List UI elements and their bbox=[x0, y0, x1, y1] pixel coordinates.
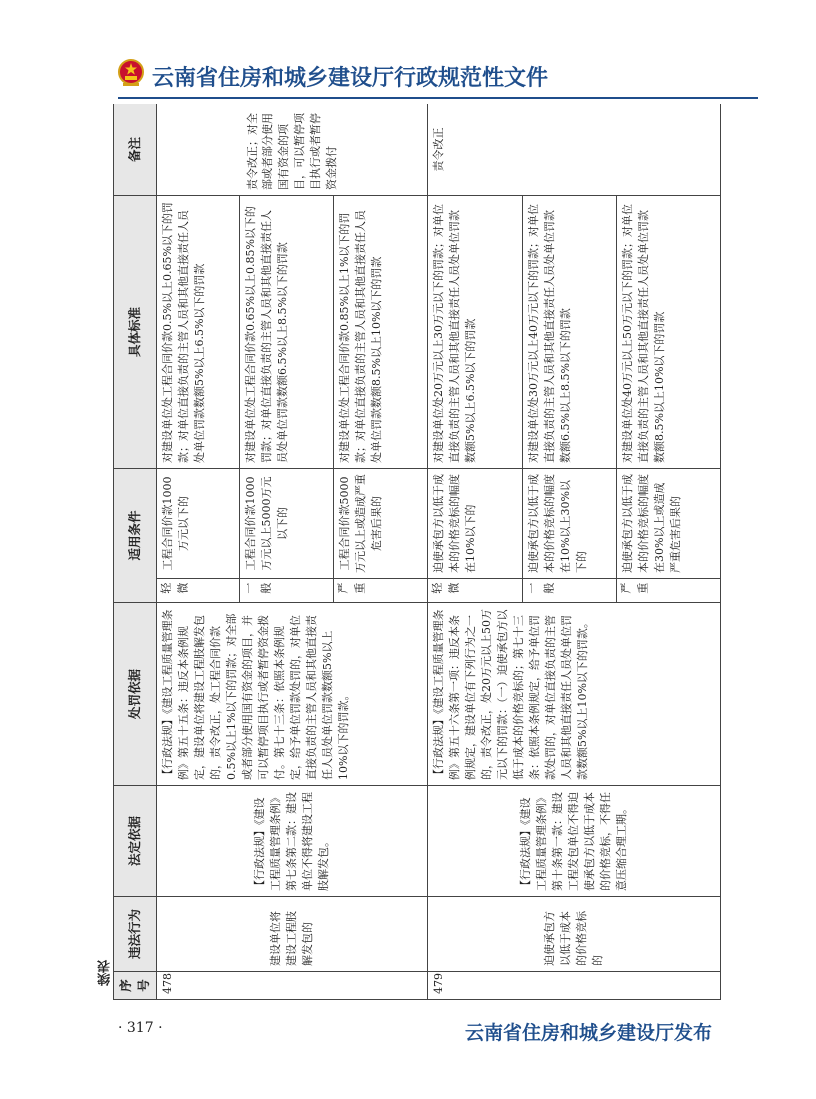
seq-cell: 479 bbox=[428, 972, 721, 1000]
header-title: 云南省住房和城乡建设厅行政规范性文件 bbox=[152, 66, 549, 91]
col-header-act: 违法行为 bbox=[114, 897, 157, 972]
remark-cell: 责令改正；对全部或者部分使用国有资金的项目，可以暂停项目执行或者暂停资金拨付 bbox=[157, 104, 428, 195]
col-header-condition: 适用条件 bbox=[114, 468, 157, 602]
col-header-seq: 序号 bbox=[114, 972, 157, 1000]
condition-cell: 工程合同价款1000万元以上5000万元以下的 bbox=[239, 468, 333, 578]
standard-cell: 对建设单位处工程合同价款0.5%以上0.65%以下的罚款；对单位直接负责的主管人员和其他直接责任人员处单位罚款数额5%以上6.5%以下的罚款 bbox=[157, 195, 240, 468]
condition-cell: 迫使承包方以低于成本的价格竞标的幅度在10%以下的 bbox=[428, 468, 522, 578]
national-emblem-icon bbox=[118, 59, 144, 87]
penalty-basis-cell: 【行政法规】《建设工程质量管理条例》第五十五条：违反本条例规定，建设单位将建设工程肢解发包的，责令改正，处工程合同价款0.5%以上1%以下的罚款；对全部或者部分使用国有资金的项目，并可以暂停项目执行或者暂停资金拨付。第七十三条：依照本条例规定，给予单位罚款处罚的，对单位直接负责的主管人员和其他直接责任人员处单位罚款数额5%以上10%以下的罚款。 bbox=[157, 603, 428, 786]
col-header-legal-basis: 法定依据 bbox=[114, 786, 157, 897]
standard-cell: 对建设单位处工程合同价款0.85%以上1%以下的罚款；对单位直接负责的主管人员和其他直接责任人员处单位罚款数额8.5%以上10%以下的罚款 bbox=[334, 195, 428, 468]
col-header-penalty-basis: 处罚依据 bbox=[114, 603, 157, 786]
act-cell: 建设单位将建设工程肢解发包的 bbox=[157, 897, 428, 972]
standard-cell: 对建设单位处工程合同价款0.65%以上0.85%以下的罚款；对单位直接负责的主管人员和其他直接责任人员处单位罚款数额6.5%以上8.5%以下的罚款 bbox=[239, 195, 333, 468]
standard-cell: 对建设单位处30万元以上40万元以下的罚款；对单位直接负责的主管人员和其他直接责任人员处单位罚款数额6.5%以上8.5%以下的罚款 bbox=[522, 195, 616, 468]
penalty-basis-cell: 【行政法规】《建设工程质量管理条例》第五十六条第一项：违反本条例规定，建设单位有下列行为之一的，责令改正，处20万元以上50万元以下的罚款：（一）迫使承包方以低于成本的价格竞标的；第七十三条：依照本条例规定，给予单位罚款处罚的，对单位直接负责的主管人员和其他直接责任人员处单位罚款数额5%以上10%以下的罚款。 bbox=[428, 603, 721, 786]
condition-cell: 迫使承包方以低于成本的价格竞标的幅度在10%以上30%以下的 bbox=[522, 468, 616, 578]
remark-cell: 责令改正 bbox=[428, 104, 721, 195]
condition-cell: 工程合同价款5000万元以上或造成严重危害后果的 bbox=[334, 468, 428, 578]
seq-cell: 478 bbox=[157, 972, 428, 1000]
level-cell: 严重 bbox=[617, 579, 721, 603]
table-row bbox=[428, 104, 522, 1000]
table-caption: 续表 bbox=[98, 960, 113, 986]
condition-cell: 迫使承包方以低于成本的价格竞标的幅度在30%以上或造成严重危害后果的 bbox=[617, 468, 721, 578]
level-cell: 一般 bbox=[522, 579, 616, 603]
standard-cell: 对建设单位处40万元以上50万元以下的罚款；对单位直接负责的主管人员和其他直接责任人员处单位罚款数额8.5%以上10%以下的罚款 bbox=[617, 195, 721, 468]
level-cell: 轻微 bbox=[157, 579, 240, 603]
publisher-footer: 云南省住房和城乡建设厅发布 bbox=[465, 1022, 713, 1044]
level-cell: 一般 bbox=[239, 579, 333, 603]
standard-cell: 对建设单位处20万元以上30万元以下的罚款；对单位直接负责的主管人员和其他直接责任人员处单位罚款数额5%以上6.5%以下的罚款 bbox=[428, 195, 522, 468]
rotated-table-frame bbox=[113, 104, 721, 1000]
page-number: · 317 · bbox=[118, 1020, 163, 1036]
header-divider bbox=[118, 97, 758, 99]
act-cell: 迫使承包方以低于成本的价格竞标的 bbox=[428, 897, 721, 972]
condition-cell: 工程合同价款1000万元以下的 bbox=[157, 468, 240, 578]
page-header bbox=[118, 55, 758, 101]
level-cell: 严重 bbox=[334, 579, 428, 603]
penalty-standard-table bbox=[113, 104, 721, 1000]
legal-basis-cell: 【行政法规】《建设工程质量管理条例》第十条第一款：建设工程发包单位不得迫使承包方以低于成本的价格竞标，不得任意压缩合理工期。 bbox=[428, 786, 721, 897]
table-header-row bbox=[114, 104, 157, 1000]
legal-basis-cell: 【行政法规】《建设工程质量管理条例》第七条第二款：建设单位不得将建设工程肢解发包。 bbox=[157, 786, 428, 897]
col-header-standard: 具体标准 bbox=[114, 195, 157, 468]
col-header-remark: 备注 bbox=[114, 104, 157, 195]
table-row bbox=[157, 104, 240, 1000]
level-cell: 轻微 bbox=[428, 579, 522, 603]
